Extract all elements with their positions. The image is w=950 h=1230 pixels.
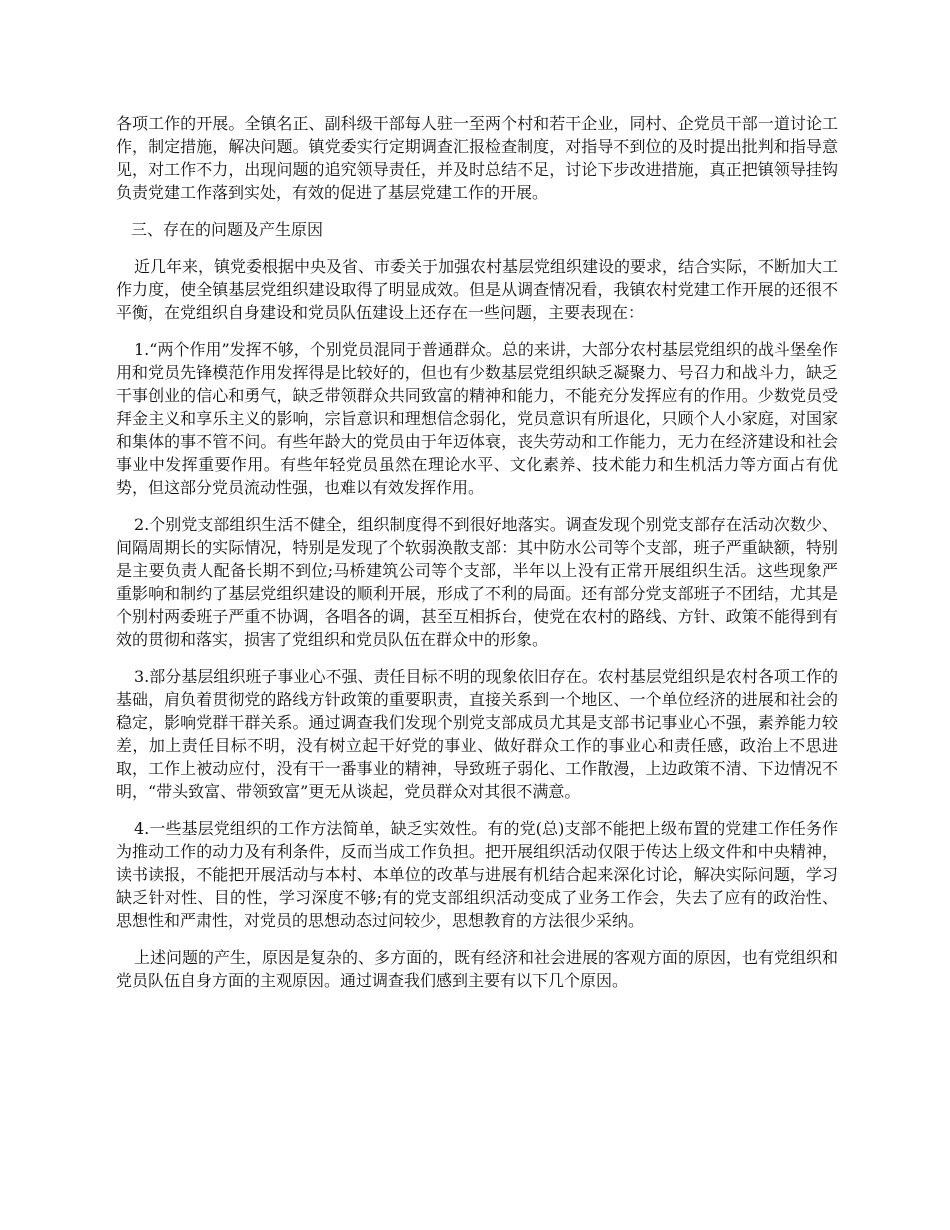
paragraph-issue-4: 4.一些基层党组织的工作方法简单，缺乏实效性。有的党(总)支部不能把上级布置的党建工作任务作为推动工作的动力及有利条件，反而当成工作负担。把开展组织活动仅限于传达上级文件和中央精神，读书读报，不能把开展活动与本村、本单位的改革与进展有机结合起来深化讨论，解决实际问题，学习缺乏针对性、目的性，学习深度不够;有的党支部组织活动变成了业务工作会，失去了应有的政治性、思想性和严肃性，对党员的思想动态过问较少，思想教育的方法很少采纳。 xyxy=(116,819,838,930)
paragraph-causes-summary: 上述问题的产生，原因是复杂的、多方面的，既有经济和社会进展的客观方面的原因，也有党组织和党员队伍自身方面的主观原因。通过调查我们感到主要有以下几个原因。 xyxy=(116,948,839,990)
paragraph-issue-1: 1.“两个作用”发挥不够，个别党员混同于普通群众。总的来讲，大部分农村基层党组织的战斗堡垒作用和党员先锋模范作用发挥得是比较好的，但也有少数基层党组织缺乏凝聚力、号召力和战斗力，缺乏干事创业的信心和勇气，缺乏带领群众共同致富的精神和能力，不能充分发挥应有的作用。少数党员受拜金主义和享乐主义的影响，宗旨意识和理想信念弱化，党员意识有所退化，只顾个人小家庭，对国家和集体的事不管不问。有些年龄大的党员由于年迈体衰，丧失劳动和工作能力，无力在经济建设和社会事业中发挥重要作用。有些年轻党员虽然在理论水平、文化素养、技术能力和生机活力等方面占有优势，但这部分党员流动性强，也难以有效发挥作用。 xyxy=(116,340,838,497)
document-body xyxy=(116,112,838,1006)
section-heading-problems-and-causes: 三、存在的问题及产生原因 xyxy=(131,220,324,239)
paragraph-issue-2: 2.个别党支部组织生活不健全，组织制度得不到很好地落实。调查发现个别党支部存在活动次数少、间隔周期长的实际情况，特别是发现了个软弱涣散支部：其中防水公司等个支部，班子严重缺额，特别是主要负责人配备长期不到位;马桥建筑公司等个支部，半年以上没有正常开展组织生活。这些现象严重影响和制约了基层党组织建设的顺利开展，形成了不利的局面。还有部分党支部班子不团结，尤其是个别村两委班子严重不协调，各唱各的调，甚至互相拆台，使党在农村的路线、方针、政策不能得到有效的贯彻和落实，损害了党组织和党员队伍在群众中的形象。 xyxy=(116,515,838,649)
paragraph-issue-3: 3.部分基层组织班子事业心不强、责任目标不明的现象依旧存在。农村基层党组织是农村各项工作的基础，肩负着贯彻党的路线方针政策的重要职责，直接关系到一个地区、一个单位经济的进展和社会的稳定，影响党群干群关系。通过调查我们发现个别党支部成员尤其是支部书记事业心不强，素养能力较差，加上责任目标不明，没有树立起干好党的事业、做好群众工作的事业心和责任感，政治上不思进取，工作上被动应付，没有干一番事业的精神，导致班子弱化、工作散漫，上边政策不清、下边情况不明，“带头致富、带领致富”更无从谈起，党员群众对其很不满意。 xyxy=(116,667,838,801)
paragraph-continued-work-development: 各项工作的开展。全镇名正、副科级干部每人驻一至两个村和若干企业，同村、企党员干部一道讨论工作，制定措施，解决问题。镇党委实行定期调查汇报检查制度，对指导不到位的及时提出批判和指导意见，对工作不力，出现问题的追究领导责任，并及时总结不足，讨论下步改进措施，真正把镇领导挂钩负责党建工作落到实处，有效的促进了基层党建工作的开展。 xyxy=(116,114,838,202)
paragraph-introduction: 近几年来，镇党委根据中央及省、市委关于加强农村基层党组织建设的要求，结合实际，不断加大工作力度，使全镇基层党组织建设取得了明显成效。但是从调查情况看，我镇农村党建工作开展的还很不平衡，在党组织自身建设和党员队伍建设上还存在一些问题，主要表现在： xyxy=(116,257,839,322)
